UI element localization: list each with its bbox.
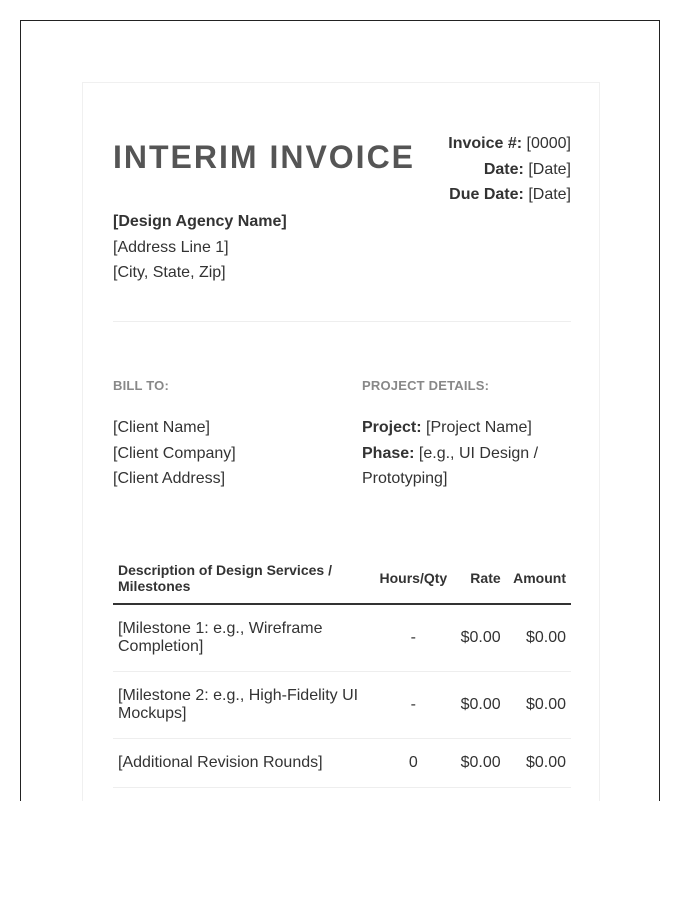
row-description: [Milestone 1: e.g., Wireframe Completion] xyxy=(113,604,373,672)
row-qty: 0 xyxy=(373,739,454,788)
date-value: [Date] xyxy=(528,160,571,178)
project-label: Project: xyxy=(362,419,422,436)
agency-info xyxy=(113,209,287,286)
client-company: [Client Company] xyxy=(113,444,236,462)
column-header-hours-qty: Hours/Qty xyxy=(373,553,454,604)
due-date-row xyxy=(448,182,571,208)
invoice-meta xyxy=(448,131,571,208)
column-header-description: Description of Design Services / Milestones xyxy=(113,553,373,604)
invoice-number-label: Invoice #: xyxy=(448,135,523,152)
row-amount: $0.00 xyxy=(506,604,571,672)
date-row xyxy=(448,157,571,183)
project-row xyxy=(362,415,571,441)
bill-to-block xyxy=(113,415,236,492)
page-frame xyxy=(20,20,660,801)
table-header-row xyxy=(113,553,571,604)
invoice-sheet xyxy=(82,82,600,801)
phase-label: Phase: xyxy=(362,444,415,462)
agency-name: [Design Agency Name] xyxy=(113,213,287,230)
column-header-amount: Amount xyxy=(506,553,571,604)
row-rate: $0.00 xyxy=(454,604,506,672)
invoice-number-value: [0000] xyxy=(526,135,571,152)
phase-value: [e.g., UI Design / Prototyping] xyxy=(362,444,539,487)
project-details-label: PROJECT DETAILS: xyxy=(362,378,490,393)
header-divider xyxy=(113,321,571,322)
row-amount: $0.00 xyxy=(506,672,571,739)
project-details-block xyxy=(362,415,571,492)
due-date-label: Due Date: xyxy=(449,186,524,203)
row-qty: - xyxy=(373,604,454,672)
invoice-title: INTERIM INVOICE xyxy=(113,139,416,175)
table-row xyxy=(113,604,571,672)
row-rate: $0.00 xyxy=(454,672,506,739)
row-description: [Additional Revision Rounds] xyxy=(113,739,373,788)
agency-address-line-1: [Address Line 1] xyxy=(113,238,229,256)
bill-to-label: BILL TO: xyxy=(113,378,170,393)
phase-row xyxy=(362,441,571,492)
row-amount: $0.00 xyxy=(506,739,571,788)
client-address: [Client Address] xyxy=(113,470,226,487)
project-value: [Project Name] xyxy=(426,419,532,436)
agency-city-state-zip: [City, State, Zip] xyxy=(113,264,226,281)
invoice-number-row xyxy=(448,131,571,157)
due-date-value: [Date] xyxy=(528,186,571,203)
services-table xyxy=(113,553,571,788)
column-header-rate: Rate xyxy=(454,553,506,604)
row-rate: $0.00 xyxy=(454,739,506,788)
row-qty: - xyxy=(373,672,454,739)
table-row xyxy=(113,672,571,739)
client-name: [Client Name] xyxy=(113,419,210,436)
date-label: Date: xyxy=(483,160,524,178)
table-row xyxy=(113,739,571,788)
row-description: [Milestone 2: e.g., High-Fidelity UI Mockups] xyxy=(113,672,373,739)
